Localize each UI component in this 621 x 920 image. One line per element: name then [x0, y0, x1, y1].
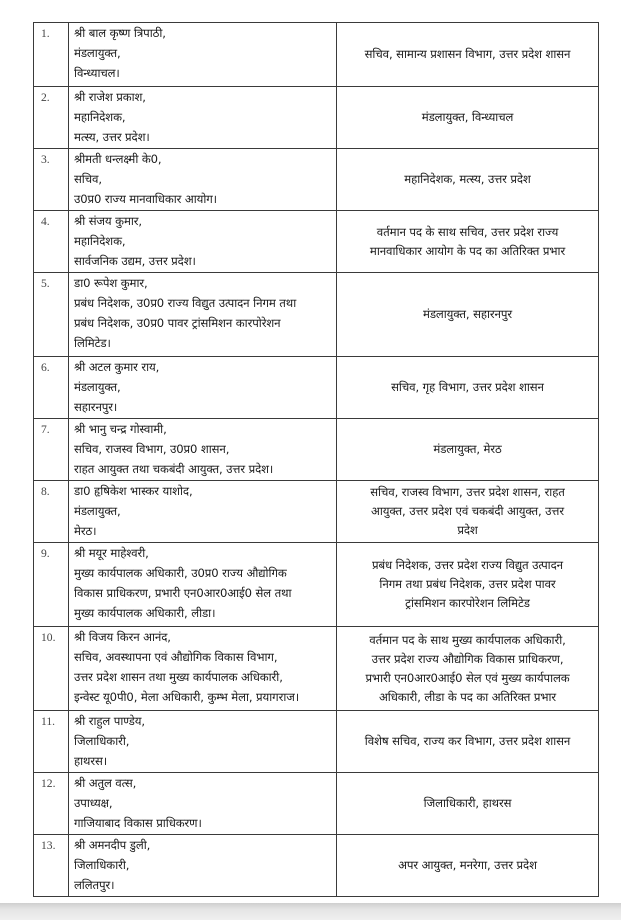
officer-current-post-line: सार्वजनिक उद्यम, उत्तर प्रदेश।	[74, 254, 196, 268]
table-row	[34, 627, 599, 711]
officer-current-post-line: जिलाधिकारी,	[74, 734, 130, 748]
new-posting-cell	[337, 835, 599, 897]
table-row	[34, 543, 599, 627]
officer-current-post-cell	[69, 211, 337, 273]
officer-current-post-line: प्रबंध निदेशक, उ0प्र0 राज्य विद्युत उत्पादन निगम तथा	[74, 296, 297, 310]
serial-number: 3.	[34, 149, 69, 211]
officer-current-post-line: मंडलायुक्त,	[74, 380, 121, 394]
serial-number: 2.	[34, 87, 69, 149]
officer-current-post-line: गाजियाबाद विकास प्राधिकरण।	[74, 816, 202, 830]
serial-number: 5.	[34, 273, 69, 357]
new-posting-line: प्रदेश	[457, 523, 478, 537]
serial-number: 6.	[34, 357, 69, 419]
new-posting-line: ट्रांसमिशन कारपोरेशन लिमिटेड	[405, 596, 530, 610]
new-posting-cell	[337, 773, 599, 835]
transfer-table	[33, 22, 599, 897]
new-posting-line: प्रबंध निदेशक, उत्तर प्रदेश राज्य विद्युत उत्पादन	[372, 558, 563, 572]
officer-name: श्री राजेश प्रकाश,	[74, 90, 146, 104]
officer-name: श्री बाल कृष्ण त्रिपाठी,	[74, 26, 166, 40]
officer-current-post-cell	[69, 273, 337, 357]
officer-name: श्री संजय कुमार,	[74, 214, 143, 228]
officer-current-post-line: मंडलायुक्त,	[74, 46, 121, 60]
new-posting-line: मानवाधिकार आयोग के पद का अतिरिक्त प्रभार	[369, 243, 566, 258]
officer-current-post-cell	[69, 543, 337, 627]
officer-current-post-line: विकास प्राधिकरण, प्रभारी एन0आर0आई0 सेल तथा	[74, 586, 292, 600]
officer-current-post-line: मेरठ।	[74, 524, 97, 538]
officer-current-post-cell	[69, 357, 337, 419]
new-posting-cell	[337, 711, 599, 773]
new-posting-line: वर्तमान पद के साथ सचिव, उत्तर प्रदेश राज्य	[376, 224, 559, 239]
officer-current-post-line: जिलाधिकारी,	[74, 858, 130, 872]
officer-current-post-line: सचिव,	[74, 172, 102, 186]
new-posting-line: वर्तमान पद के साथ मुख्य कार्यपालक अधिकारी,	[369, 632, 566, 647]
serial-number: 11.	[34, 711, 69, 773]
serial-number: 12.	[34, 773, 69, 835]
table-row	[34, 149, 599, 211]
officer-current-post-line: प्रबंध निदेशक, उ0प्र0 पावर ट्रांसमिशन कारपोरेशन	[74, 316, 281, 330]
new-posting-line: प्रभारी एन0आर0आई0 सेल एवं मुख्य कार्यपालक	[365, 670, 570, 685]
new-posting-cell	[337, 211, 599, 273]
new-posting-line: सचिव, सामान्य प्रशासन विभाग, उत्तर प्रदेश शासन	[364, 47, 571, 61]
table-row	[34, 481, 599, 543]
table-row	[34, 357, 599, 419]
officer-current-post-line: मुख्य कार्यपालक अधिकारी, उ0प्र0 राज्य औद्योगिक	[74, 566, 287, 580]
officer-current-post-line: विन्ध्याचल।	[74, 66, 120, 80]
table-row	[34, 23, 599, 87]
officer-current-post-line: महानिदेशक,	[74, 234, 126, 248]
new-posting-cell	[337, 149, 599, 211]
page-bottom-shadow	[0, 903, 621, 920]
officer-current-post-line: उत्तर प्रदेश शासन तथा मुख्य कार्यपालक अधिकारी,	[74, 670, 283, 684]
officer-current-post-line: सचिव, अवस्थापना एवं औद्योगिक विकास विभाग,	[74, 650, 278, 664]
officer-name: श्री राहुल पाण्डेय,	[74, 714, 145, 728]
table-row	[34, 273, 599, 357]
officer-current-post-line: लिमिटेड।	[74, 336, 111, 350]
officer-name: श्री मयूर माहेश्वरी,	[74, 546, 149, 560]
new-posting-line: सचिव, गृह विभाग, उत्तर प्रदेश शासन	[391, 380, 544, 394]
officer-current-post-line: मंडलायुक्त,	[74, 504, 121, 518]
new-posting-cell	[337, 357, 599, 419]
table-row	[34, 87, 599, 149]
officer-name: डा0 हृषिकेश भास्कर याशोद,	[74, 484, 193, 498]
table-body	[34, 23, 599, 897]
new-posting-cell	[337, 543, 599, 627]
officer-current-post-line: राहत आयुक्त तथा चकबंदी आयुक्त, उत्तर प्रदेश।	[74, 462, 274, 476]
new-posting-line: अपर आयुक्त, मनरेगा, उत्तर प्रदेश	[398, 858, 537, 872]
officer-current-post-line: ललितपुर।	[74, 878, 115, 892]
new-posting-line: मंडलायुक्त, सहारनपुर	[422, 307, 513, 321]
officer-current-post-line: उ0प्र0 राज्य मानवाधिकार आयोग।	[74, 192, 217, 206]
officer-current-post-cell	[69, 835, 337, 897]
new-posting-cell	[337, 627, 599, 711]
officer-name: श्री अतुल वत्स,	[74, 776, 137, 790]
new-posting-line: सचिव, राजस्व विभाग, उत्तर प्रदेश शासन, राहत	[370, 485, 565, 499]
officer-current-post-cell	[69, 627, 337, 711]
officer-current-post-cell	[69, 149, 337, 211]
new-posting-line: विशेष सचिव, राज्य कर विभाग, उत्तर प्रदेश शासन	[364, 734, 571, 748]
table-row	[34, 773, 599, 835]
officer-current-post-cell	[69, 711, 337, 773]
table-row	[34, 711, 599, 773]
serial-number: 9.	[34, 543, 69, 627]
officer-name: डा0 रूपेश कुमार,	[74, 276, 148, 290]
officer-current-post-line: उपाध्यक्ष,	[74, 796, 113, 810]
new-posting-cell	[337, 419, 599, 481]
new-posting-cell	[337, 481, 599, 543]
officer-current-post-line: महानिदेशक,	[74, 110, 126, 124]
new-posting-line: महानिदेशक, मत्स्य, उत्तर प्रदेश	[404, 172, 531, 186]
serial-number: 13.	[34, 835, 69, 897]
officer-name: श्री भानु चन्द्र गोस्वामी,	[74, 422, 167, 436]
table-row	[34, 419, 599, 481]
serial-number: 1.	[34, 23, 69, 87]
new-posting-line: आयुक्त, उत्तर प्रदेश एवं चकबंदी आयुक्त, उत्तर	[371, 504, 564, 518]
new-posting-line: जिलाधिकारी, हाथरस	[423, 796, 512, 810]
new-posting-cell	[337, 273, 599, 357]
officer-current-post-cell	[69, 87, 337, 149]
new-posting-cell	[337, 23, 599, 87]
serial-number: 10.	[34, 627, 69, 711]
officer-name: श्री अटल कुमार राय,	[74, 360, 160, 374]
officer-current-post-cell	[69, 23, 337, 87]
table-row	[34, 211, 599, 273]
new-posting-line: उत्तर प्रदेश राज्य औद्योगिक विकास प्राधिकरण,	[371, 651, 564, 666]
table-row	[34, 835, 599, 897]
new-posting-line: मंडलायुक्त, मेरठ	[433, 442, 502, 456]
new-posting-cell	[337, 87, 599, 149]
officer-current-post-line: इन्वेस्ट यू0पी0, मेला अधिकारी, कुम्भ मेला, प्रयागराज।	[74, 690, 300, 704]
officer-name: श्री अमनदीप डुली,	[74, 838, 151, 852]
serial-number: 4.	[34, 211, 69, 273]
officer-current-post-line: हाथरस।	[74, 754, 108, 768]
officer-current-post-line: सहारनपुर।	[74, 400, 118, 414]
officer-current-post-cell	[69, 773, 337, 835]
officer-name: श्रीमती धन्लक्ष्मी के0,	[74, 152, 162, 166]
officer-current-post-cell	[69, 419, 337, 481]
officer-current-post-line: मत्स्य, उत्तर प्रदेश।	[74, 130, 150, 144]
new-posting-line: निगम तथा प्रबंध निदेशक, उत्तर प्रदेश पावर	[379, 577, 556, 591]
new-posting-line: मंडलायुक्त, विन्ध्याचल	[421, 110, 514, 124]
serial-number: 7.	[34, 419, 69, 481]
serial-number: 8.	[34, 481, 69, 543]
officer-current-post-line: मुख्य कार्यपालक अधिकारी, लीडा।	[74, 606, 216, 620]
new-posting-line: अधिकारी, लीडा के पद का अतिरिक्त प्रभार	[378, 689, 557, 704]
officer-current-post-cell	[69, 481, 337, 543]
officer-name: श्री विजय किरन आनंद,	[74, 630, 171, 644]
officer-current-post-line: सचिव, राजस्व विभाग, उ0प्र0 शासन,	[74, 442, 230, 456]
